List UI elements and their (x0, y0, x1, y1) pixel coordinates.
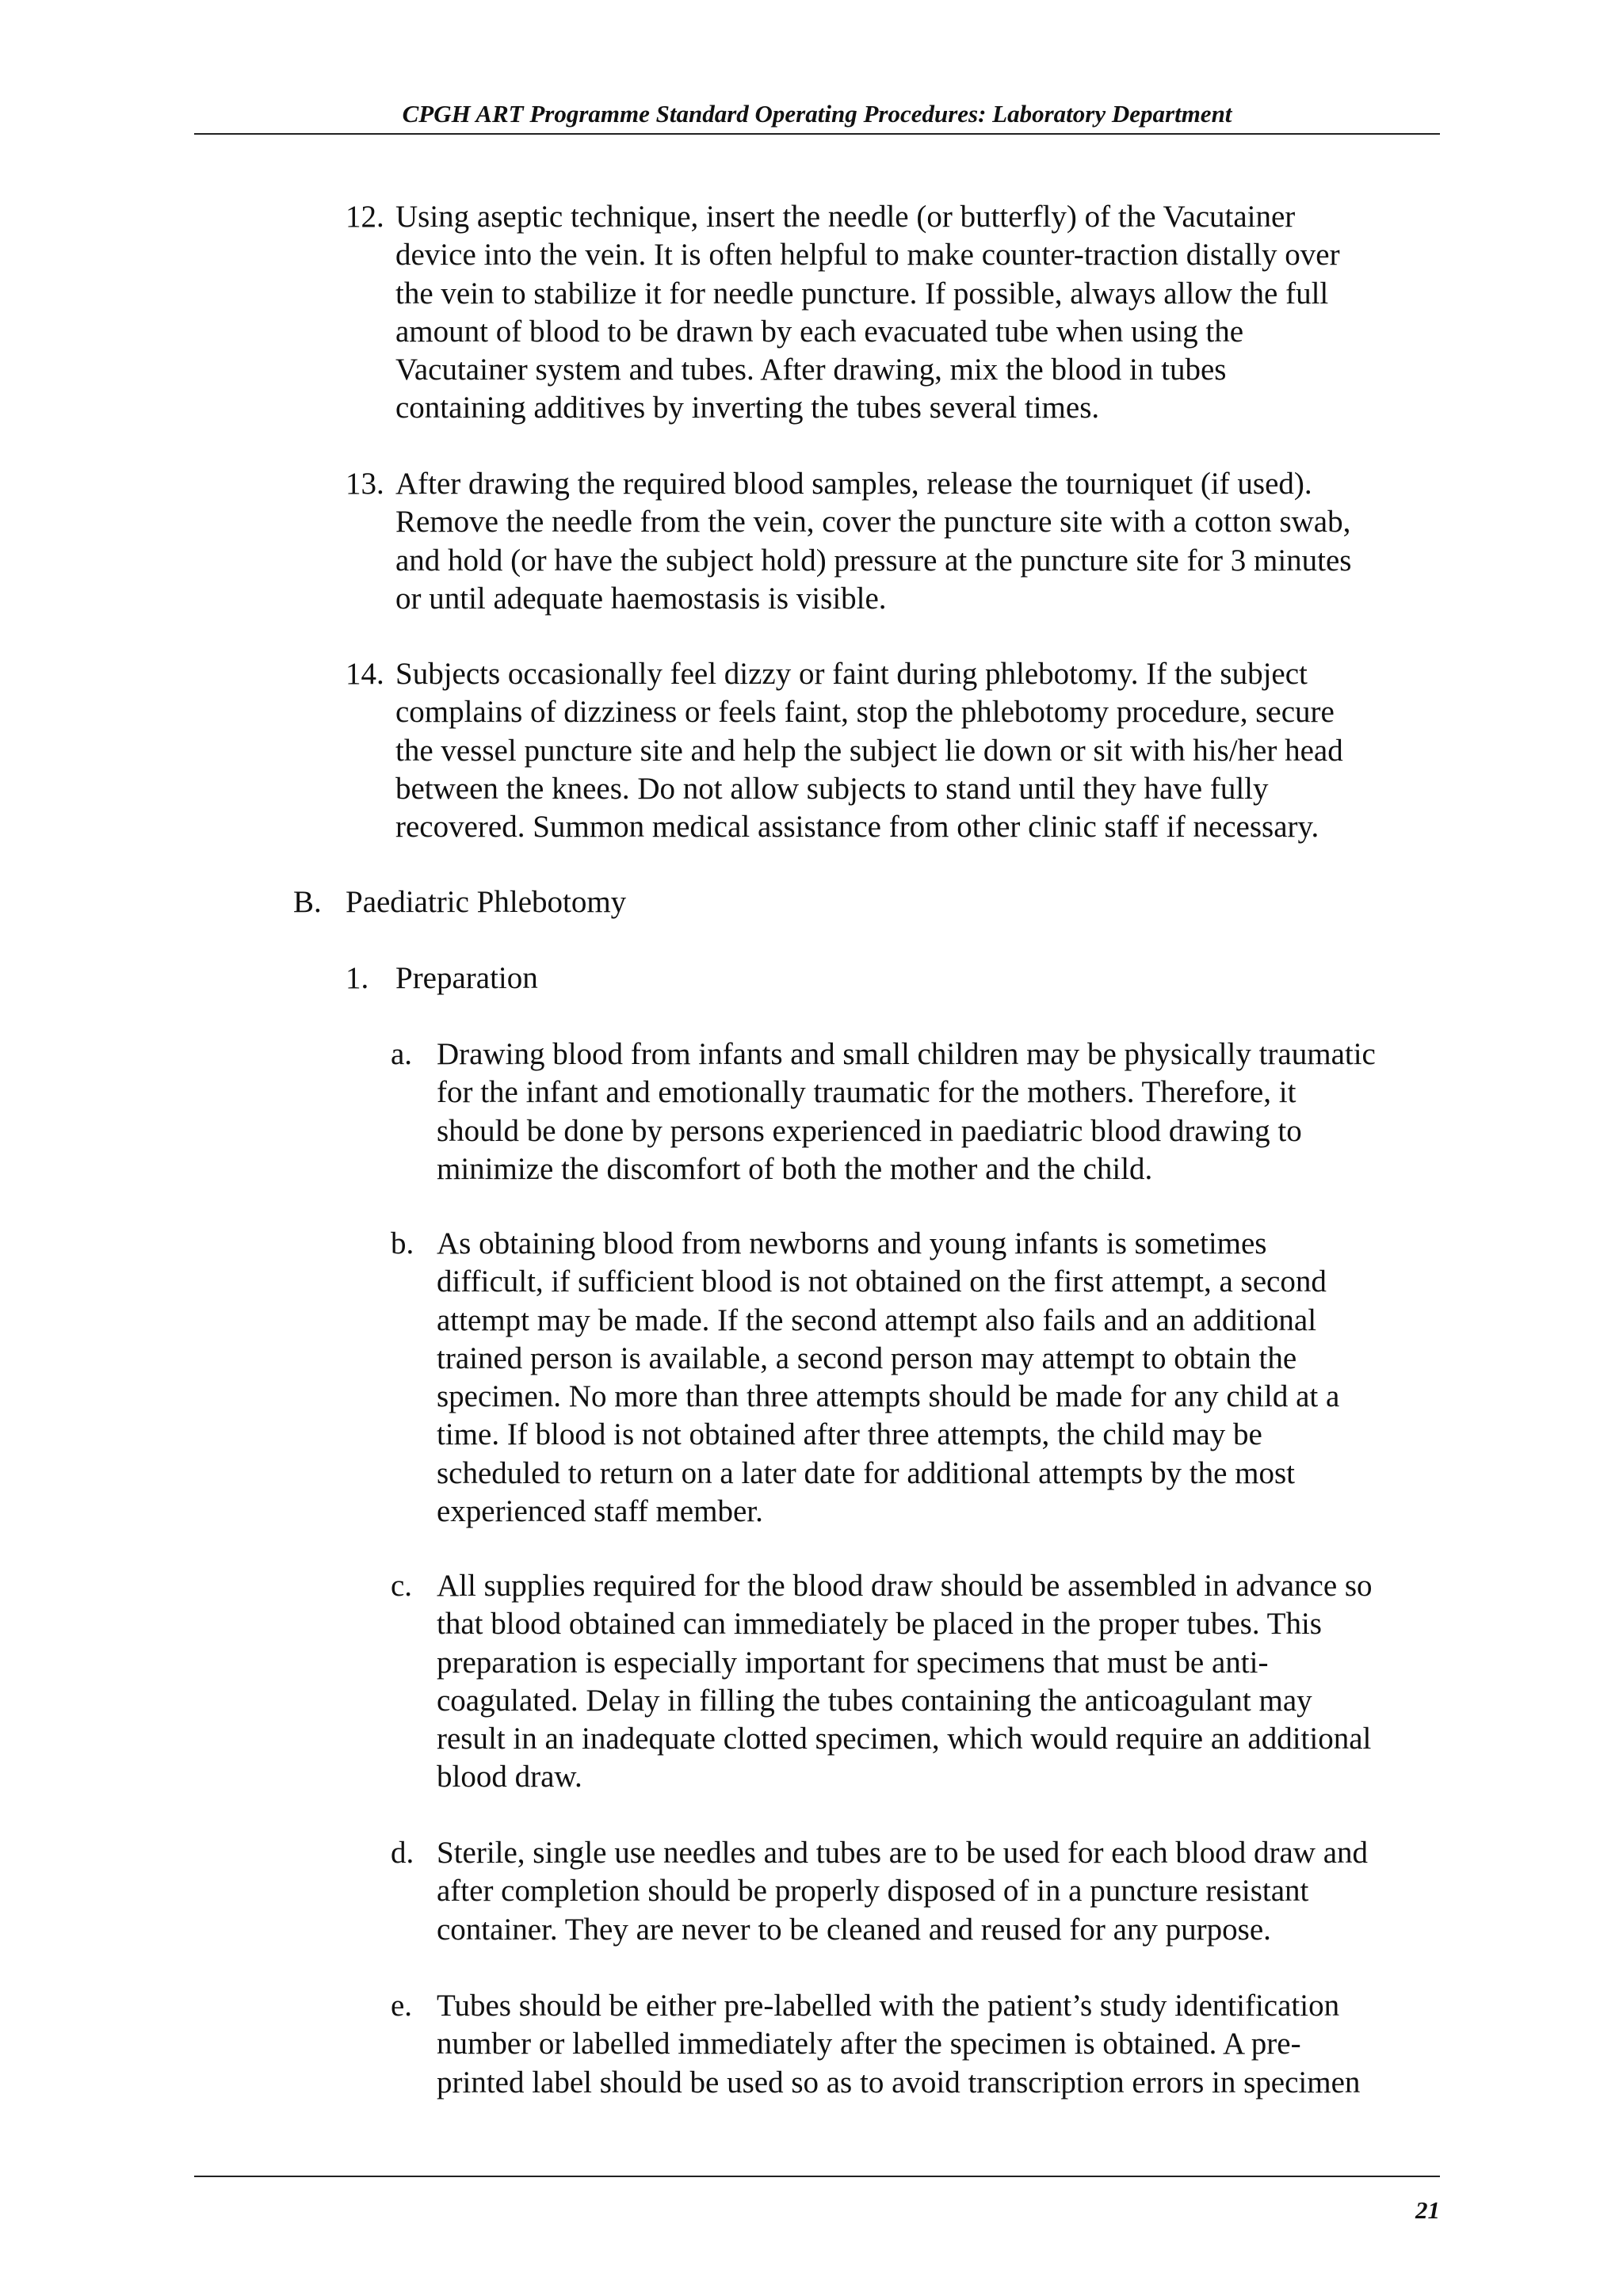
list-item-13 (346, 465, 1449, 618)
list-marker: e. (391, 1989, 413, 2023)
subsection-title: Preparation (395, 961, 538, 995)
list-marker: 12. (346, 200, 384, 234)
list-item-text: As obtaining blood from newborns and young infants is sometimes difficult, if sufficient blood is not obtained on the first attempt, a second attempt may be made. If the second attempt also fails and an additional trained person is available, a second person may attempt to obtain the specimen. No more than three attempts should be made for any child at a time. If blood is not obtained after three attempts, the child may be scheduled to return on a later date for additional attempts by the most experienced staff member. (437, 1226, 1340, 1529)
list-item-text: Sterile, single use needles and tubes are to be used for each blood draw and after completion should be properly disposed of in a puncture resistant container. They are never to be cleaned and reused for any purpose. (437, 1836, 1369, 1947)
list-item-text: After drawing the required blood samples, release the tourniquet (if used). Remove the needle from the vein, cover the puncture site with a cotton swab, and hold (or have the subject hold) pressure at the puncture site for 3 minutes or until adequate haemostasis is visible. (395, 467, 1352, 616)
list-marker: b. (391, 1226, 414, 1261)
list-item-b (391, 1225, 1468, 1531)
list-item-d (391, 1834, 1468, 1949)
subsection-marker: 1. (346, 961, 369, 995)
list-item-e (391, 1987, 1468, 2102)
subsection-heading (346, 959, 1449, 997)
list-item-14 (346, 655, 1449, 846)
section-marker: B. (293, 885, 322, 919)
list-item-text: Drawing blood from infants and small children may be physically traumatic for the infant and emotionally traumatic for the mothers. Therefore, it should be done by persons experienced in paediatric blood drawing to minimize the discomfort of both the mother and the child. (437, 1037, 1376, 1186)
list-marker: c. (391, 1569, 413, 1603)
list-item-text: Using aseptic technique, insert the needle (or butterfly) of the Vacutainer device into the vein. It is often helpful to make counter-traction distally over the vein to stabilize it for needle puncture. If possible, always allow the full amount of blood to be drawn by each evacuated tube when using the Vacutainer system and tubes. After drawing, mix the blood in tubes containing additives by inverting the tubes several times. (395, 200, 1340, 425)
list-marker: 14. (346, 657, 384, 691)
list-marker: a. (391, 1037, 413, 1071)
list-item-c (391, 1567, 1468, 1797)
section-heading (293, 883, 1403, 921)
list-item-text: All supplies required for the blood draw should be assembled in advance so that blood obtained can immediately be placed in the proper tubes. This preparation is especially important for specimens that must be anti- coagulated. Delay in filling the tubes containing the anticoagulant may result in an inadequate clotted specimen, which would require an additional blood draw. (437, 1569, 1373, 1794)
list-item-text: Subjects occasionally feel dizzy or faint during phlebotomy. If the subject complains of dizziness or feels faint, stop the phlebotomy procedure, secure the vessel puncture site and help the subject lie down or sit with his/her head between the knees. Do not allow subjects to stand until they have fully recovered. Summon medical assistance from other clinic staff if necessary. (395, 657, 1343, 845)
footer-rule (194, 2176, 1440, 2177)
section-title: Paediatric Phlebotomy (346, 885, 627, 919)
list-item-a (391, 1035, 1468, 1188)
page-number: 21 (1415, 2196, 1440, 2224)
running-header: CPGH ART Programme Standard Operating Procedures: Laboratory Department (402, 100, 1232, 128)
list-marker: 13. (346, 467, 384, 501)
list-marker: d. (391, 1836, 414, 1870)
header-rule (194, 133, 1440, 135)
list-item-12 (346, 198, 1449, 428)
list-item-text: Tubes should be either pre-labelled with the patient’s study identification number or labelled immediately after the specimen is obtained. A pre- printed label should be used so as to avoid transcription errors in specimen (437, 1989, 1361, 2100)
